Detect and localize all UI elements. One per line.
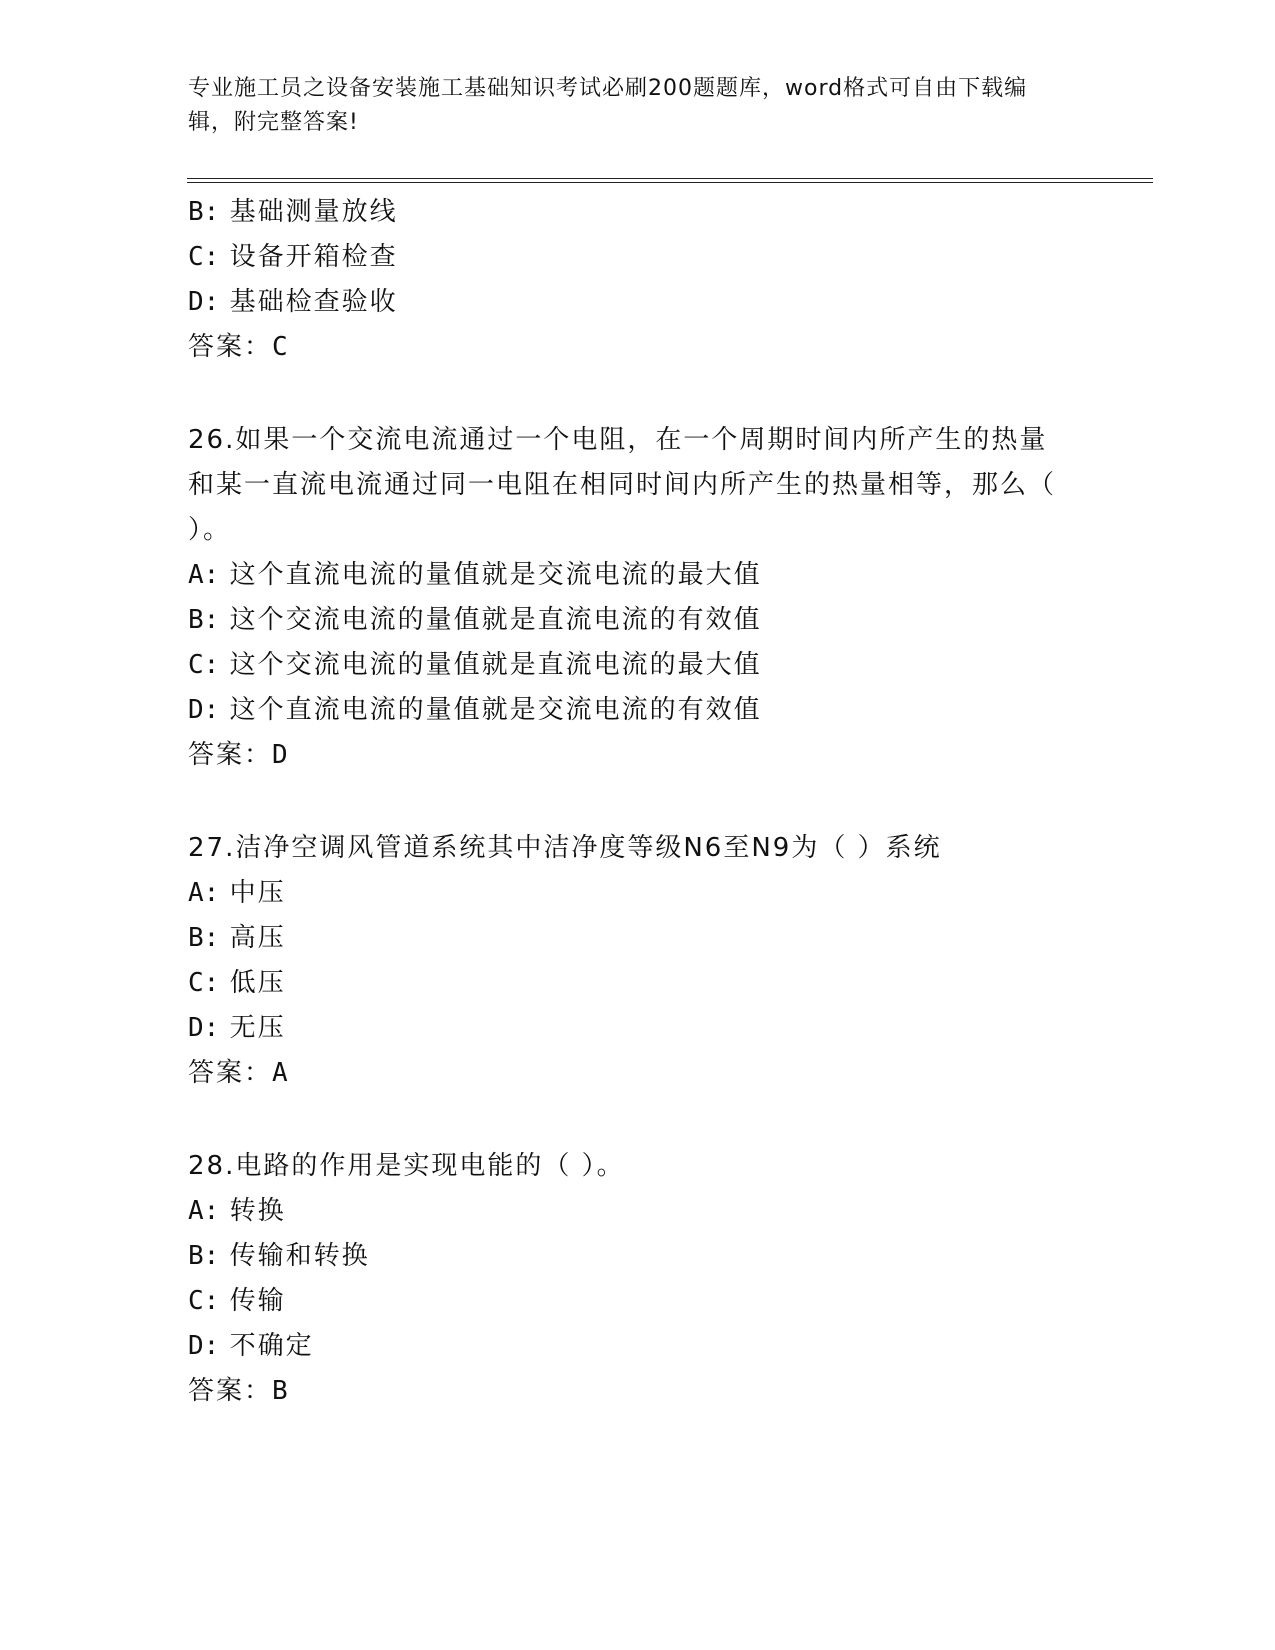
option-c: C: 传输 (188, 1286, 286, 1316)
option-c: C: 低压 (188, 968, 286, 998)
question-26 (188, 418, 1088, 778)
question-stem: 28.电路的作用是实现电能的（ ）。 (188, 1151, 625, 1181)
option-d: D: 这个直流电流的量值就是交流电流的有效值 (188, 695, 762, 725)
document-header: 专业施工员之设备安装施工基础知识考试必刷200题题库，word格式可自由下载编辑，附完整答案! (188, 76, 1028, 135)
header-rule-bottom (187, 182, 1153, 183)
option-a: A: 中压 (188, 878, 286, 908)
option-b: B: 基础测量放线 (188, 197, 398, 227)
answer-line: 答案：A (188, 1058, 288, 1088)
option-b: B: 传输和转换 (188, 1241, 370, 1271)
option-d: D: 无压 (188, 1013, 286, 1043)
question-28 (188, 1144, 1088, 1414)
answer-line: 答案：B (188, 1376, 288, 1406)
question-list (188, 190, 1088, 1414)
option-a: A: 这个直流电流的量值就是交流电流的最大值 (188, 560, 762, 590)
option-b: B: 这个交流电流的量值就是直流电流的有效值 (188, 605, 762, 635)
option-c: C: 这个交流电流的量值就是直流电流的最大值 (188, 650, 762, 680)
header-rule-top (187, 178, 1153, 179)
question-stem: 26.如果一个交流电流通过一个电阻，在一个周期时间内所产生的热量和某一直流电流通过同一电阻在相同时间内所产生的热量相等，那么（ ）。 (188, 425, 1057, 545)
option-a: A: 转换 (188, 1196, 286, 1226)
question-27 (188, 826, 1088, 1096)
option-d: D: 基础检查验收 (188, 287, 398, 317)
question-stem: 27.洁净空调风管道系统其中洁净度等级N6至N9为（ ）系统 (188, 833, 942, 863)
option-d: D: 不确定 (188, 1331, 314, 1361)
answer-line: 答案：D (188, 740, 288, 770)
option-b: B: 高压 (188, 923, 286, 953)
answer-line: 答案：C (188, 332, 288, 362)
question-25-continued (188, 190, 1088, 370)
option-c: C: 设备开箱检查 (188, 242, 398, 272)
